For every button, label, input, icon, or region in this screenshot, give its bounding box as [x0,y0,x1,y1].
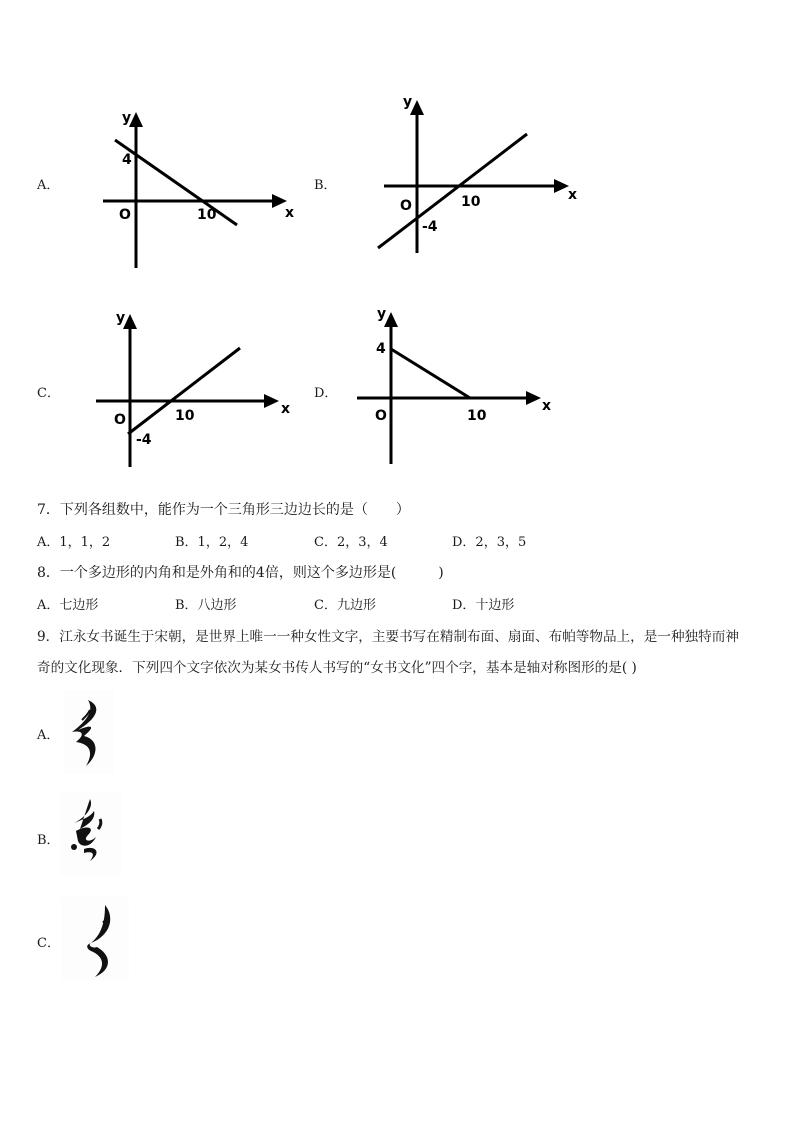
q7-stem: 7．下列各组数中，能作为一个三角形三边边长的是（ ） [37,502,410,518]
q8-option-c[interactable]: C．九边形 [314,598,376,613]
x-axis-arrow-icon [526,391,541,405]
q8-option-b[interactable]: B．八边形 [175,598,237,613]
y-intercept-label: 4 [376,341,386,357]
q6-option-b-label[interactable]: B． [314,178,337,193]
y-axis-label: y [403,94,413,110]
q6-option-a-graph [95,100,305,275]
y-axis-label: y [116,310,126,326]
x-axis-arrow-icon [554,179,569,193]
q9-option-c-label[interactable]: C． [37,936,60,951]
x-axis-label: x [281,401,291,417]
x-axis-label: x [285,205,295,221]
nushu-char-nu-icon [64,690,114,774]
q6-option-b-graph [370,88,585,258]
q7-options [37,531,737,549]
q8-options [37,594,737,612]
y-intercept-label: -4 [136,432,152,448]
y-axis-label: y [377,306,387,322]
q7-option-b[interactable]: B．1，2，4 [175,535,249,550]
q6-option-a-label[interactable]: A． [37,178,60,193]
q6-option-d-label[interactable]: D． [314,386,338,401]
nushu-char-shu-icon [60,793,122,875]
q9-stem-line-2: 奇的文化现象．下列四个文字依次为某女书传人书写的“女书文化”四个字，基本是轴对称图形的是( ) [37,660,637,676]
function-line [378,134,527,248]
x-axis-label: x [542,398,552,414]
function-line [115,140,237,225]
q9-stem-line-1: 9．江永女书诞生于宋朝，是世界上唯一一种女性文字，主要书写在精制布面、扇面、布帕等物品上，是一种独特而神 [37,629,739,645]
y-intercept-label: 4 [122,152,132,168]
x-intercept-label: 10 [175,408,195,424]
x-axis-label: x [568,187,578,203]
origin-label: O [400,198,412,214]
q6-option-c-graph [90,302,305,472]
origin-label: O [375,408,387,424]
origin-label: O [119,207,131,223]
q6-option-c-label[interactable]: C． [37,386,60,401]
q8-option-d[interactable]: D．十边形 [452,598,515,613]
q9-option-b-label[interactable]: B． [37,833,60,848]
x-intercept-label: 10 [461,194,481,210]
q7-option-c[interactable]: C．2，3，4 [314,535,388,550]
q9-option-a-label[interactable]: A． [37,728,60,743]
q8-stem: 8．一个多边形的内角和是外角和的4倍，则这个多边形是( ) [37,565,444,581]
x-intercept-label: 10 [467,408,487,424]
nushu-char-wen-icon [61,897,129,981]
x-intercept-label: 10 [197,207,217,223]
origin-label: O [114,412,126,428]
x-axis-arrow-icon [264,394,279,408]
y-intercept-label: -4 [422,219,438,235]
y-axis-label: y [122,110,132,126]
q7-option-a[interactable]: A．1，1，2 [37,535,111,550]
q7-option-d[interactable]: D．2，3，5 [452,535,527,550]
q6-option-d-graph [352,300,562,470]
function-line [391,349,470,398]
q8-option-a[interactable]: A．七边形 [37,598,99,613]
